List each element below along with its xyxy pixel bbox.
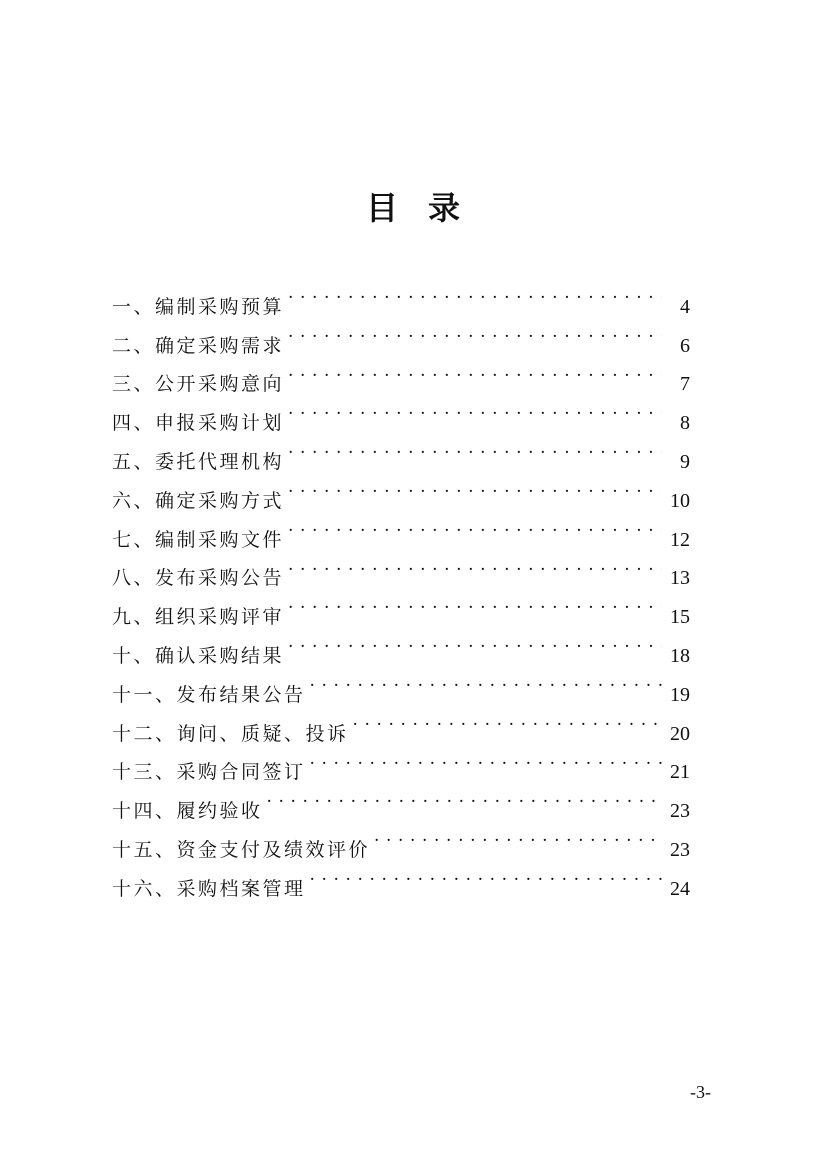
toc-entry-page: 13	[670, 567, 690, 590]
toc-leader-dots	[310, 740, 662, 779]
toc-leader-dots	[288, 429, 662, 468]
toc-leader-dots	[288, 274, 662, 313]
toc-leader-dots	[288, 507, 662, 546]
toc-entry-page: 4	[680, 295, 690, 318]
toc-leader-dots	[353, 701, 662, 740]
toc-entry-label: 十一、发布结果公告	[112, 683, 306, 706]
toc-leader-dots	[267, 778, 662, 817]
toc-entry-label: 十、确认采购结果	[112, 644, 285, 667]
toc-entry-label: 八、发布采购公告	[112, 567, 285, 590]
table-of-contents	[112, 274, 690, 900]
toc-entry-page: 6	[680, 334, 690, 357]
toc-leader-dots	[288, 352, 662, 391]
toc-leader-dots	[310, 856, 662, 895]
toc-entry-page: 19	[670, 683, 690, 706]
toc-leader-dots	[288, 546, 662, 585]
toc-entry-page: 18	[670, 644, 690, 667]
toc-entry-label: 十六、采购档案管理	[112, 877, 306, 900]
toc-entry-label: 一、编制采购预算	[112, 295, 285, 318]
toc-leader-dots	[288, 623, 662, 662]
toc-leader-dots	[288, 390, 662, 429]
toc-entry-page: 15	[670, 606, 690, 629]
toc-entry-label: 十五、资金支付及绩效评价	[112, 838, 371, 861]
toc-leader-dots	[310, 662, 662, 701]
toc-entry-page: 8	[680, 412, 690, 435]
toc-entry-label: 七、编制采购文件	[112, 528, 285, 551]
toc-leader-dots	[288, 313, 662, 352]
toc-entry-page: 23	[670, 838, 690, 861]
toc-entry-page: 12	[670, 528, 690, 551]
toc-entry-label: 六、确定采购方式	[112, 489, 285, 512]
toc-entry[interactable]	[112, 274, 690, 318]
title-char-2: 录	[428, 189, 461, 227]
toc-leader-dots	[374, 817, 662, 856]
toc-leader-dots	[288, 468, 662, 507]
toc-entry-page: 21	[670, 761, 690, 784]
toc-entry-page: 24	[670, 877, 690, 900]
toc-entry-label: 十四、履约验收	[112, 800, 263, 823]
toc-entry-page: 10	[670, 489, 690, 512]
toc-entry-page: 23	[670, 800, 690, 823]
toc-entry-page: 7	[680, 373, 690, 396]
toc-entry-page: 20	[670, 722, 690, 745]
page-title	[0, 186, 826, 230]
toc-entry-label: 九、组织采购评审	[112, 606, 285, 629]
toc-entry-label: 五、委托代理机构	[112, 450, 285, 473]
toc-entry-label: 三、公开采购意向	[112, 373, 285, 396]
toc-entry-label: 四、申报采购计划	[112, 412, 285, 435]
toc-leader-dots	[288, 584, 662, 623]
toc-entry-label: 二、确定采购需求	[112, 334, 285, 357]
toc-entry-page: 9	[680, 450, 690, 473]
toc-entry-label: 十二、询问、质疑、投诉	[112, 722, 349, 745]
page-number: -3-	[690, 1082, 711, 1102]
title-char-1: 目	[365, 189, 398, 227]
toc-entry-label: 十三、采购合同签订	[112, 761, 306, 784]
